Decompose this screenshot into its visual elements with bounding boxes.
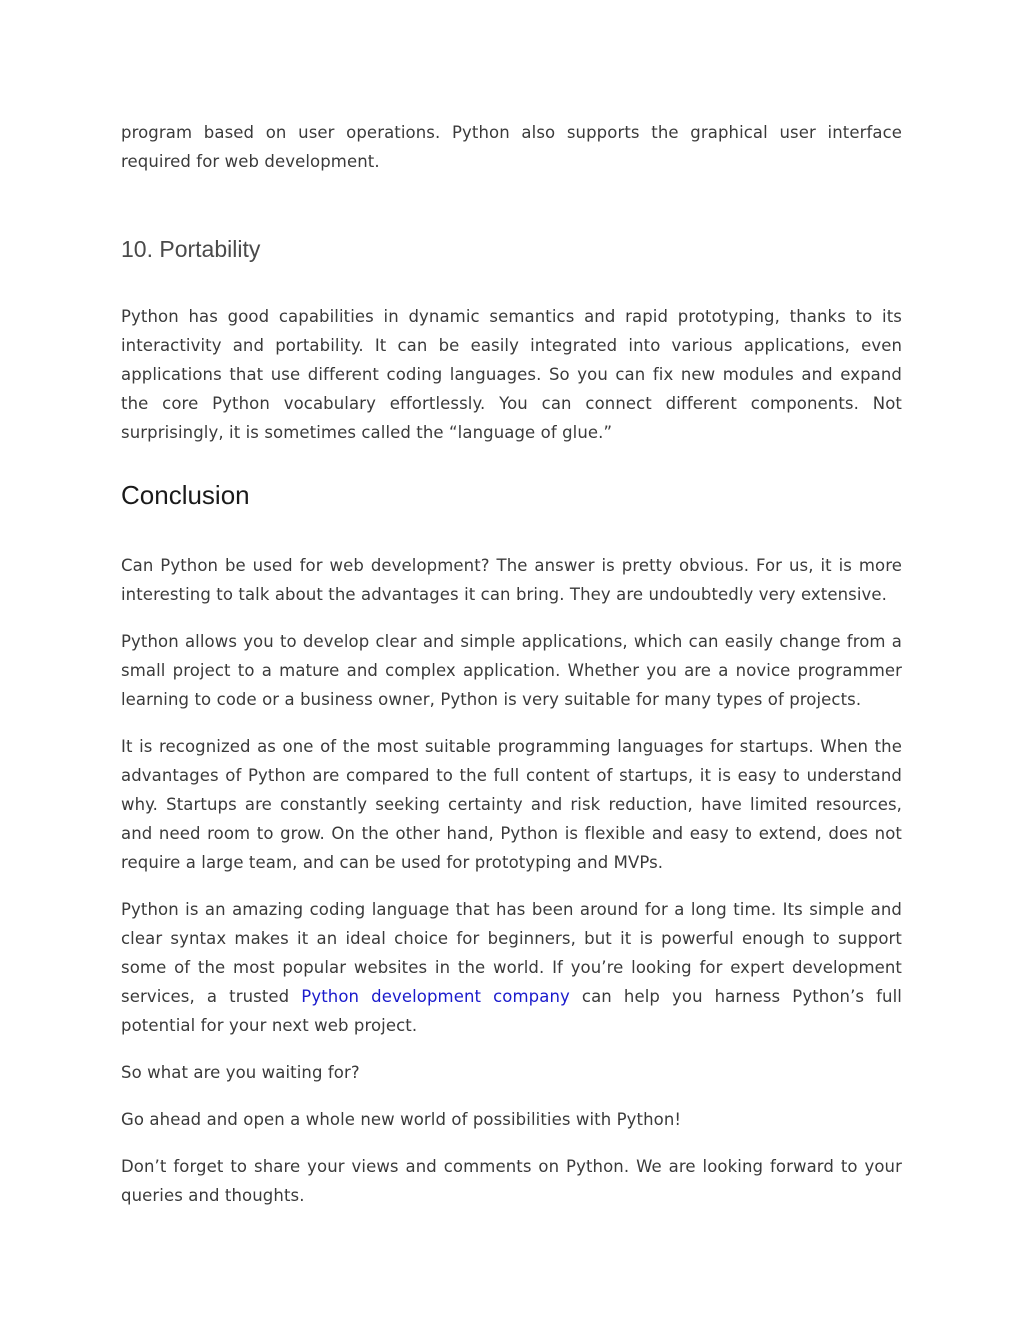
paragraph-4-text-before: Python is an amazing coding language that has been around for a long time. Its simple and clear syntax makes it an ideal choice for beginners, but it is powerful enough to support some of the most popular websites in the world. If you’re looking for expert development services, a trusted bbox=[121, 900, 902, 1006]
conclusion-paragraph-4 bbox=[121, 895, 902, 1040]
paragraph-4-text-after: can help you harness Python’s full potential for your next web project. bbox=[121, 987, 902, 1035]
document-page bbox=[121, 118, 902, 1228]
conclusion-paragraph-3: It is recognized as one of the most suitable programming languages for startups. When the advantages of Python are compared to the full content of startups, it is easy to understand why. Startups are constantly seeking certainty and risk reduction, have limited resources, and need room to grow. On the other hand, Python is flexible and easy to extend, does not require a large team, and can be used for prototyping and MVPs. bbox=[121, 737, 902, 872]
conclusion-heading: Conclusion bbox=[121, 480, 250, 510]
conclusion-paragraph-7: Don’t forget to share your views and comments on Python. We are looking forward to your queries and thoughts. bbox=[121, 1157, 902, 1205]
conclusion-paragraph-1: Can Python be used for web development? The answer is pretty obvious. For us, it is more interesting to talk about the advantages it can bring. They are undoubtedly very extensive. bbox=[121, 556, 902, 604]
python-development-company-link[interactable]: Python development company bbox=[301, 987, 570, 1006]
portability-heading: 10. Portability bbox=[121, 236, 261, 262]
portability-paragraph: Python has good capabilities in dynamic semantics and rapid prototyping, thanks to its interactivity and portability. It can be easily integrated into various applications, even applications that use different coding languages. So you can fix new modules and expand the core Python vocabulary effortlessly. You can connect different components. Not surprisingly, it is sometimes called the “language of glue.” bbox=[121, 307, 902, 442]
intro-paragraph: program based on user operations. Python also supports the graphical user interface required for web development. bbox=[121, 123, 902, 171]
conclusion-paragraph-6: Go ahead and open a whole new world of possibilities with Python! bbox=[121, 1110, 682, 1129]
conclusion-paragraph-5: So what are you waiting for? bbox=[121, 1063, 360, 1082]
conclusion-paragraph-2: Python allows you to develop clear and simple applications, which can easily change from a small project to a mature and complex application. Whether you are a novice programmer learning to code or a business owner, Python is very suitable for many types of projects. bbox=[121, 632, 902, 709]
